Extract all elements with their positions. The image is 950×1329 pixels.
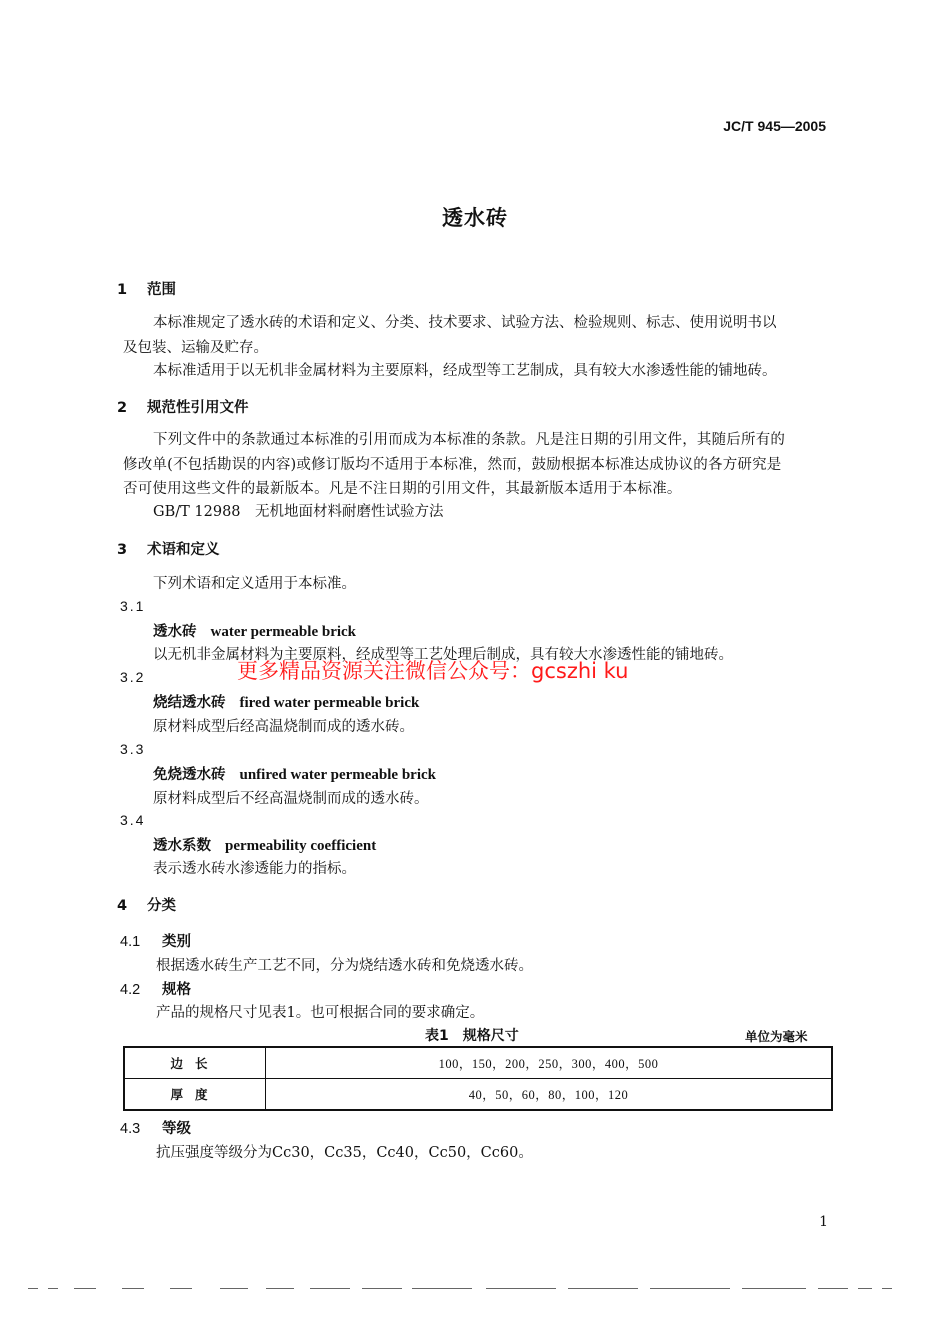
section-4-heading	[117, 894, 176, 915]
term-cn: 透水系数	[153, 838, 211, 854]
term-definition: 原材料成型后经高温烧制而成的透水砖。	[153, 719, 414, 735]
section-2-heading	[117, 396, 249, 417]
section-title: 规范性引用文件	[147, 400, 249, 416]
table-cell-values: 100，150，200，250，300，400，500	[266, 1047, 833, 1079]
reference-item: GB/T 12988 无机地面材料耐磨性试验方法	[153, 504, 444, 520]
term-cn: 透水砖	[153, 624, 197, 640]
paragraph: 下列文件中的条款通过本标准的引用而成为本标准的条款。凡是注日期的引用文件，其随后所有的	[153, 432, 786, 448]
term-cn: 免烧透水砖	[153, 767, 226, 783]
table-row	[124, 1047, 832, 1079]
term-en: permeability coefficient	[225, 838, 377, 854]
term-number: 3.1	[120, 598, 146, 614]
term-definition: 原材料成型后不经高温烧制而成的透水砖。	[153, 791, 429, 807]
subsection-4-2-heading	[120, 978, 191, 999]
page-title: 透水砖	[442, 206, 508, 230]
page-number: 1	[819, 1214, 828, 1230]
term-definition: 以无机非金属材料为主要原料，经成型等工艺处理后制成，具有较大水渗透性能的铺地砖。	[153, 647, 733, 663]
term-en: unfired water permeable brick	[239, 767, 437, 783]
subsection-4-1-heading	[120, 930, 191, 951]
paragraph: 本标准适用于以无机非金属材料为主要原料，经成型等工艺制成，具有较大水渗透性能的铺地砖。	[153, 363, 777, 379]
subsection-number: 4.3	[120, 1121, 141, 1137]
paragraph: 抗压强度等级分为Cc30，Cc35，Cc40，Cc50，Cc60。	[156, 1145, 533, 1161]
term-number: 3.3	[120, 741, 146, 757]
term-number: 3.2	[120, 669, 146, 685]
section-title: 术语和定义	[147, 542, 220, 558]
paragraph: 否可使用这些文件的最新版本。凡是不注日期的引用文件，其最新版本适用于本标准。	[123, 481, 682, 497]
term-heading	[153, 763, 436, 784]
table-unit: 单位为毫米	[745, 1029, 808, 1044]
subsection-number: 4.2	[120, 982, 141, 998]
section-number: 4	[117, 898, 128, 914]
table-caption: 表1 规格尺寸	[425, 1028, 519, 1044]
term-en: water permeable brick	[210, 624, 357, 640]
standard-code: JC/T 945—2005	[723, 118, 826, 134]
term-heading	[153, 834, 376, 855]
subsection-title: 规格	[162, 982, 191, 998]
table-cell-label: 厚度	[124, 1079, 266, 1111]
section-3-heading	[117, 538, 220, 559]
section-title: 范围	[147, 282, 176, 298]
subsection-title: 等级	[162, 1121, 191, 1137]
subsection-number: 4.1	[120, 934, 141, 950]
term-heading	[153, 691, 419, 712]
paragraph: 本标准规定了透水砖的术语和定义、分类、技术要求、试验方法、检验规则、标志、使用说明书以	[153, 315, 777, 331]
table-cell-label: 边长	[124, 1047, 266, 1079]
paragraph: 及包装、运输及贮存。	[123, 340, 268, 356]
section-1-heading	[117, 278, 176, 299]
table-cell-values: 40，50，60，80，100，120	[266, 1079, 833, 1111]
term-en: fired water permeable brick	[239, 695, 420, 711]
table-row	[124, 1079, 832, 1111]
paragraph: 修改单(不包括勘误的内容)或修订版均不适用于本标准，然而，鼓励根据本标准达成协议的各方研究是	[123, 457, 782, 473]
term-definition: 表示透水砖水渗透能力的指标。	[153, 861, 356, 877]
term-cn: 烧结透水砖	[153, 695, 226, 711]
section-number: 1	[117, 282, 128, 298]
section-number: 2	[117, 400, 128, 416]
spec-table	[123, 1046, 833, 1111]
paragraph: 产品的规格尺寸见表1。也可根据合同的要求确定。	[156, 1005, 485, 1021]
paragraph: 下列术语和定义适用于本标准。	[153, 576, 356, 592]
term-number: 3.4	[120, 812, 146, 828]
section-title: 分类	[147, 898, 176, 914]
term-heading	[153, 620, 356, 641]
subsection-4-3-heading	[120, 1117, 191, 1138]
watermark-text: 更多精品资源关注微信公众号：gcszhi ku	[237, 659, 629, 683]
subsection-title: 类别	[162, 934, 191, 950]
paragraph: 根据透水砖生产工艺不同，分为烧结透水砖和免烧透水砖。	[156, 958, 533, 974]
section-number: 3	[117, 542, 128, 558]
